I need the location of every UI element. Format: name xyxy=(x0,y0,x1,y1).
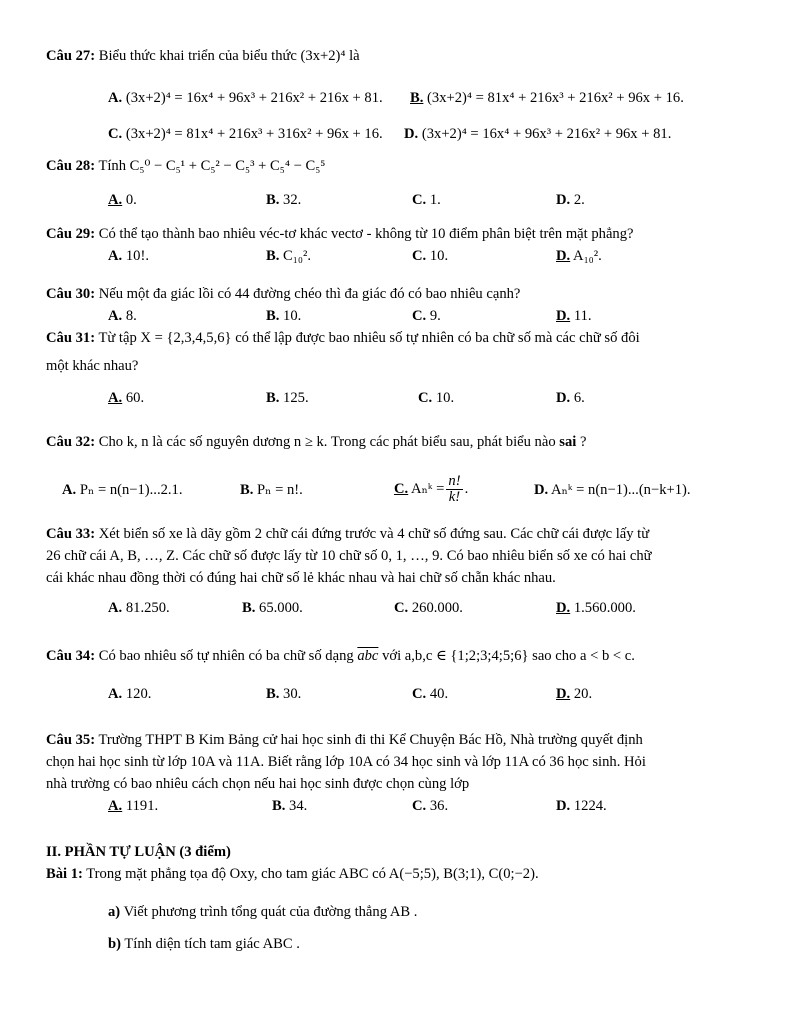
question-text: Nếu một đa giác lồi có 44 đường chéo thì đa giác đó có bao nhiêu cạnh? xyxy=(98,286,521,302)
option-text: Aₙᵏ = xyxy=(411,481,445,497)
option-b[interactable] xyxy=(272,796,307,816)
overlined-number: $\overline{abc}$ xyxy=(357,648,379,664)
question-text: Có thể tạo thành bao nhiêu véc-tơ khác vectơ - không từ 10 điểm phân biệt trên mặt phẳng? xyxy=(98,226,634,242)
option-text: (3x+2)⁴ = 16x⁴ + 96x³ + 216x² + 96x + 81. xyxy=(421,126,672,142)
question-text: Tính C₅⁰ − C₅¹ + C₅² − C₅³ + C₅⁴ − C₅⁵ xyxy=(98,158,326,174)
option-label: D. xyxy=(534,482,549,498)
option-b[interactable] xyxy=(410,88,684,108)
option-a[interactable] xyxy=(108,246,149,266)
option-label: A. xyxy=(108,192,123,208)
option-text: 125. xyxy=(283,390,309,406)
question-text: cái khác nhau đồng thời có đúng hai chữ số lẻ khác nhau và hai chữ số chẵn khác nhau. xyxy=(46,570,556,586)
option-b[interactable] xyxy=(242,598,303,618)
option-text: 1224. xyxy=(573,798,607,814)
option-text: 10!. xyxy=(125,248,149,264)
option-text: 60. xyxy=(125,390,145,406)
option-a[interactable] xyxy=(108,306,137,326)
question-31-cont xyxy=(46,356,138,376)
option-label: A. xyxy=(108,686,123,702)
option-a[interactable] xyxy=(108,190,137,210)
option-text: 11. xyxy=(573,308,592,324)
option-c[interactable] xyxy=(394,470,468,508)
question-label: Câu 35: xyxy=(46,732,96,748)
option-text: C₁₀². xyxy=(283,248,311,264)
fraction-numerator: n! xyxy=(448,473,461,490)
option-text: 10. xyxy=(283,308,302,324)
option-label: B. xyxy=(410,90,424,106)
question-30 xyxy=(46,284,520,304)
option-text: 30. xyxy=(283,686,302,702)
question-33 xyxy=(46,524,649,544)
option-label: C. xyxy=(412,308,427,324)
option-text: Pₙ = n!. xyxy=(257,482,303,498)
option-c[interactable] xyxy=(394,598,463,618)
option-label: C. xyxy=(394,481,409,497)
option-c[interactable] xyxy=(412,684,448,704)
option-label: D. xyxy=(404,126,419,142)
option-text: 0. xyxy=(125,192,137,208)
section-heading xyxy=(46,842,231,862)
option-text: 36. xyxy=(429,798,449,814)
question-text: Có bao nhiêu số tự nhiên có ba chữ số dạng xyxy=(98,648,354,664)
question-text: Biểu thức khai triển của biểu thức (3x+2)⁴ là xyxy=(98,48,360,64)
option-d[interactable] xyxy=(556,388,585,408)
option-a[interactable] xyxy=(108,88,383,108)
option-label: C. xyxy=(412,192,427,208)
option-c[interactable] xyxy=(412,190,441,210)
option-label: A. xyxy=(108,390,123,406)
option-a[interactable] xyxy=(108,598,170,618)
option-label: C. xyxy=(412,686,427,702)
question-label: Câu 32: xyxy=(46,434,96,450)
option-label: B. xyxy=(272,798,286,814)
option-label: D. xyxy=(556,686,571,702)
question-35-cont xyxy=(46,752,646,772)
question-35-cont2 xyxy=(46,774,469,794)
option-b[interactable] xyxy=(266,388,309,408)
question-text: Từ tập X = {2,3,4,5,6} có thể lập được bao nhiêu số tự nhiên có ba chữ số mà các chữ số đôi xyxy=(98,330,640,346)
question-34 xyxy=(46,646,635,666)
option-d[interactable] xyxy=(556,306,592,326)
question-text-end: ? xyxy=(579,434,587,450)
option-label: B. xyxy=(266,390,280,406)
option-b[interactable] xyxy=(266,246,311,266)
option-text: 20. xyxy=(573,686,593,702)
question-33-cont xyxy=(46,546,652,566)
subpart-text: Viết phương trình tổng quát của đường thẳng AB . xyxy=(123,904,418,920)
option-label: D. xyxy=(556,192,571,208)
option-label: D. xyxy=(556,308,571,324)
option-text: 1. xyxy=(429,192,441,208)
question-35 xyxy=(46,730,643,750)
option-text: Pₙ = n(n−1)...2.1. xyxy=(79,482,183,498)
option-text: 1191. xyxy=(125,798,159,814)
option-a[interactable] xyxy=(62,480,183,500)
option-d[interactable] xyxy=(534,480,691,500)
option-a[interactable] xyxy=(108,684,151,704)
question-text: một khác nhau? xyxy=(46,358,139,374)
option-b[interactable] xyxy=(266,190,301,210)
question-label: Câu 33: xyxy=(46,526,96,542)
option-a[interactable] xyxy=(108,796,158,816)
option-d[interactable] xyxy=(556,684,592,704)
question-label: Câu 28: xyxy=(46,158,96,174)
option-label: C. xyxy=(412,798,427,814)
option-label: D. xyxy=(556,248,571,264)
option-c[interactable] xyxy=(418,388,454,408)
exercise-1b xyxy=(108,934,300,954)
option-tail: . xyxy=(464,481,469,497)
option-text: 2. xyxy=(573,192,585,208)
option-c[interactable] xyxy=(412,246,448,266)
question-text: chọn hai học sinh từ lớp 10A và 11A. Biết rằng lớp 10A có 34 học sinh và lớp 11A có 36 học sinh. Hỏi xyxy=(46,754,646,770)
exercise-1a xyxy=(108,902,417,922)
option-text: A₁₀². xyxy=(573,248,602,264)
question-text: Cho k, n là các số nguyên dương n ≥ k. Trong các phát biểu sau, phát biểu nào xyxy=(98,434,556,450)
option-c[interactable] xyxy=(108,124,383,144)
exercise-1 xyxy=(46,864,539,884)
question-31 xyxy=(46,328,640,348)
option-text: (3x+2)⁴ = 81x⁴ + 216x³ + 316x² + 96x + 16. xyxy=(125,126,383,142)
option-text: 6. xyxy=(573,390,585,406)
option-c[interactable] xyxy=(412,796,448,816)
question-29 xyxy=(46,224,634,244)
section-title: II. PHẦN TỰ LUẬN (3 điểm) xyxy=(46,844,231,860)
question-text: 26 chữ cái A, B, …, Z. Các chữ số được lấy từ 10 chữ số 0, 1, …, 9. Có bao nhiêu biển số xe có hai chữ xyxy=(46,548,652,564)
option-label: D. xyxy=(556,390,571,406)
exercise-text: Trong mặt phẳng tọa độ Oxy, cho tam giác ABC có A(−5;5), B(3;1), C(0;−2). xyxy=(86,866,539,882)
option-text: Aₙᵏ = n(n−1)...(n−k+1). xyxy=(551,482,691,498)
option-label: B. xyxy=(242,600,256,616)
option-a[interactable] xyxy=(108,388,144,408)
option-label: B. xyxy=(266,192,280,208)
option-label: A. xyxy=(108,248,123,264)
question-emphasis: sai xyxy=(559,434,577,450)
question-text-end: với a,b,c ∈ {1;2;3;4;5;6} sao cho a < b < c. xyxy=(382,648,635,664)
question-label: Câu 34: xyxy=(46,648,96,664)
option-d[interactable] xyxy=(556,190,585,210)
option-text: 40. xyxy=(429,686,449,702)
subpart-label: a) xyxy=(108,904,121,920)
option-label: D. xyxy=(556,798,571,814)
fraction-denominator: k! xyxy=(448,489,461,506)
fraction xyxy=(446,474,462,505)
question-text: Xét biển số xe là dãy gồm 2 chữ cái đứng trước và 4 chữ số đứng sau. Các chữ cái được lấy từ xyxy=(98,526,650,542)
option-text: 34. xyxy=(289,798,308,814)
option-d[interactable] xyxy=(556,246,602,266)
option-label: D. xyxy=(556,600,571,616)
question-27 xyxy=(46,46,360,66)
option-c[interactable] xyxy=(412,306,441,326)
option-label: A. xyxy=(108,600,123,616)
option-label: C. xyxy=(418,390,433,406)
option-text: 260.000. xyxy=(411,600,463,616)
subpart-label: b) xyxy=(108,936,121,952)
exercise-label: Bài 1: xyxy=(46,866,83,882)
question-32 xyxy=(46,432,586,452)
question-label: Câu 29: xyxy=(46,226,96,242)
option-label: A. xyxy=(108,798,123,814)
option-text: 32. xyxy=(283,192,302,208)
question-label: Câu 27: xyxy=(46,48,96,64)
option-label: B. xyxy=(266,248,280,264)
option-text: 120. xyxy=(125,686,152,702)
option-text: 81.250. xyxy=(125,600,170,616)
option-label: B. xyxy=(266,308,280,324)
option-label: B. xyxy=(266,686,280,702)
option-label: A. xyxy=(108,90,123,106)
option-label: C. xyxy=(394,600,409,616)
question-text: nhà trường có bao nhiêu cách chọn nếu hai học sinh được chọn cùng lớp xyxy=(46,776,470,792)
option-text: 10. xyxy=(429,248,449,264)
option-label: B. xyxy=(240,482,254,498)
subpart-text: Tính diện tích tam giác ABC . xyxy=(124,936,300,952)
option-text: 10. xyxy=(435,390,455,406)
option-label: A. xyxy=(62,482,77,498)
option-label: A. xyxy=(108,308,123,324)
option-text: 1.560.000. xyxy=(573,600,636,616)
option-text: 65.000. xyxy=(259,600,303,616)
option-b[interactable] xyxy=(240,480,303,500)
option-text: (3x+2)⁴ = 16x⁴ + 96x³ + 216x² + 216x + 81. xyxy=(125,90,383,106)
question-text: Trường THPT B Kim Bảng cử hai học sinh đi thi Kể Chuyện Bác Hồ, Nhà trường quyết định xyxy=(98,732,643,748)
option-d[interactable] xyxy=(556,796,607,816)
option-label: C. xyxy=(108,126,123,142)
option-text: 9. xyxy=(429,308,441,324)
question-28 xyxy=(46,156,325,176)
option-d[interactable] xyxy=(556,598,636,618)
question-33-cont2 xyxy=(46,568,556,588)
option-text: (3x+2)⁴ = 81x⁴ + 216x³ + 216x² + 96x + 16. xyxy=(427,90,684,106)
option-b[interactable] xyxy=(266,684,301,704)
option-label: C. xyxy=(412,248,427,264)
option-b[interactable] xyxy=(266,306,301,326)
option-d[interactable] xyxy=(404,124,671,144)
question-label: Câu 30: xyxy=(46,286,96,302)
option-text: 8. xyxy=(125,308,137,324)
question-label: Câu 31: xyxy=(46,330,96,346)
